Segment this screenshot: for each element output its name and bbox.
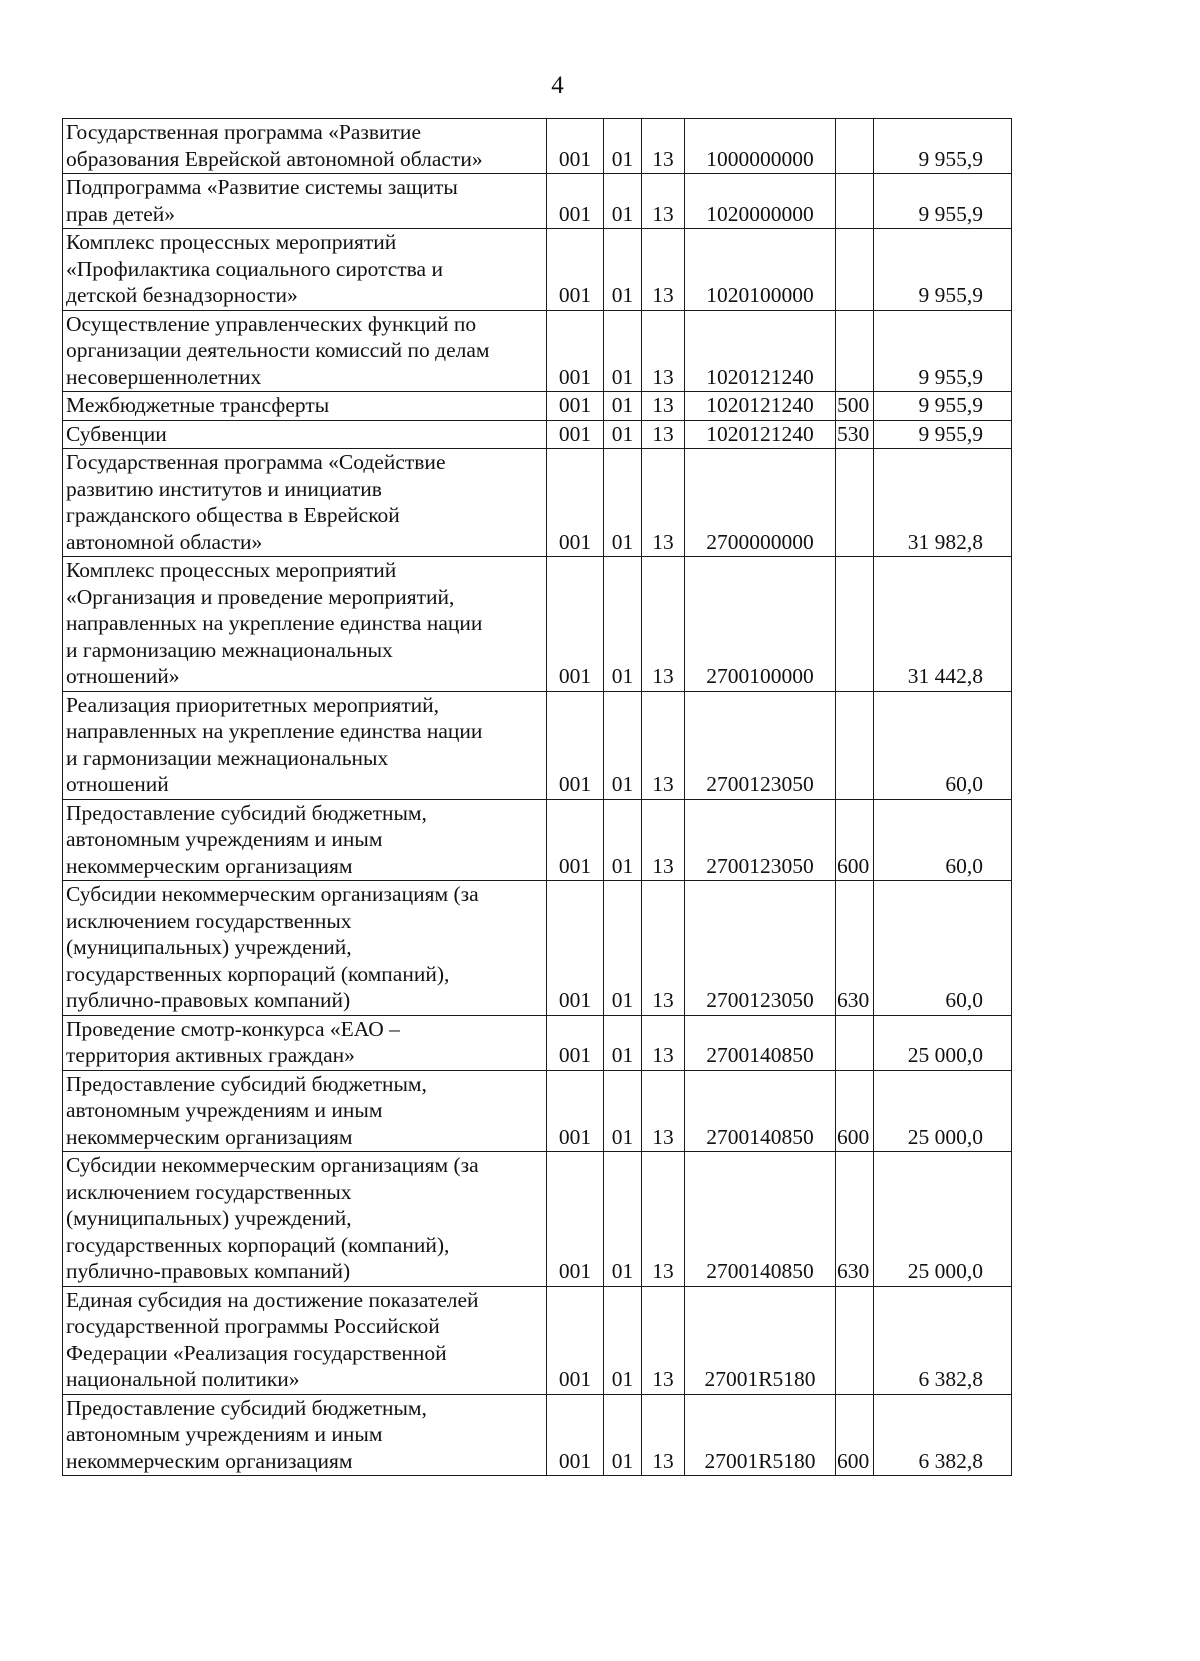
expense-type-code: 630	[836, 881, 874, 1016]
expense-type-code	[836, 310, 874, 392]
section-code: 01	[604, 691, 642, 799]
item-name: Подпрограмма «Развитие системы защиты прав детей»	[63, 174, 547, 229]
section-code: 01	[604, 1152, 642, 1287]
expense-type-code	[836, 1015, 874, 1070]
target-article-code: 2700100000	[685, 557, 836, 692]
section-code: 01	[604, 881, 642, 1016]
expense-type-code: 500	[836, 392, 874, 421]
department-code: 001	[547, 1070, 604, 1152]
item-name: Предоставление субсидий бюджетным, автономным учреждениям и иным некоммерческим организациям	[63, 1394, 547, 1476]
target-article-code: 27001R5180	[685, 1394, 836, 1476]
department-code: 001	[547, 799, 604, 881]
table-row	[63, 449, 1012, 557]
department-code: 001	[547, 881, 604, 1016]
target-article-code: 1020121240	[685, 420, 836, 449]
amount: 31 442,8	[874, 557, 1012, 692]
amount: 60,0	[874, 691, 1012, 799]
table-row	[63, 1070, 1012, 1152]
expense-type-code	[836, 449, 874, 557]
subsection-code: 13	[642, 1286, 685, 1394]
target-article-code: 2700140850	[685, 1070, 836, 1152]
department-code: 001	[547, 174, 604, 229]
subsection-code: 13	[642, 174, 685, 229]
department-code: 001	[547, 557, 604, 692]
table-row	[63, 229, 1012, 311]
target-article-code: 1020121240	[685, 310, 836, 392]
amount: 9 955,9	[874, 420, 1012, 449]
target-article-code: 2700123050	[685, 881, 836, 1016]
section-code: 01	[604, 1286, 642, 1394]
item-name: Предоставление субсидий бюджетным, автономным учреждениям и иным некоммерческим организациям	[63, 799, 547, 881]
subsection-code: 13	[642, 1152, 685, 1287]
section-code: 01	[604, 310, 642, 392]
expense-type-code: 630	[836, 1152, 874, 1287]
section-code: 01	[604, 449, 642, 557]
amount: 6 382,8	[874, 1394, 1012, 1476]
department-code: 001	[547, 449, 604, 557]
section-code: 01	[604, 229, 642, 311]
target-article-code: 2700000000	[685, 449, 836, 557]
table-row	[63, 310, 1012, 392]
target-article-code: 2700140850	[685, 1015, 836, 1070]
item-name: Государственная программа «Развитие образования Еврейской автономной области»	[63, 119, 547, 174]
table-row	[63, 1286, 1012, 1394]
table-row	[63, 691, 1012, 799]
section-code: 01	[604, 1070, 642, 1152]
item-name: Государственная программа «Содействие развитию институтов и инициатив гражданского общества в Еврейской автономной области»	[63, 449, 547, 557]
expense-type-code	[836, 557, 874, 692]
table-row	[63, 557, 1012, 692]
department-code: 001	[547, 691, 604, 799]
amount: 6 382,8	[874, 1286, 1012, 1394]
expense-type-code: 600	[836, 1070, 874, 1152]
expense-type-code: 530	[836, 420, 874, 449]
item-name: Субсидии некоммерческим организациям (за исключением государственных (муниципальных) учреждений, государственных корпораций (компаний), публично-правовых компаний)	[63, 881, 547, 1016]
section-code: 01	[604, 119, 642, 174]
subsection-code: 13	[642, 449, 685, 557]
subsection-code: 13	[642, 691, 685, 799]
subsection-code: 13	[642, 881, 685, 1016]
expense-type-code: 600	[836, 799, 874, 881]
amount: 9 955,9	[874, 174, 1012, 229]
target-article-code: 2700140850	[685, 1152, 836, 1287]
expense-type-code	[836, 174, 874, 229]
amount: 9 955,9	[874, 229, 1012, 311]
budget-table-body	[63, 119, 1012, 1476]
subsection-code: 13	[642, 557, 685, 692]
item-name: Предоставление субсидий бюджетным, автономным учреждениям и иным некоммерческим организациям	[63, 1070, 547, 1152]
amount: 60,0	[874, 881, 1012, 1016]
section-code: 01	[604, 1015, 642, 1070]
department-code: 001	[547, 420, 604, 449]
table-row	[63, 1015, 1012, 1070]
table-row	[63, 1152, 1012, 1287]
subsection-code: 13	[642, 1070, 685, 1152]
item-name: Реализация приоритетных мероприятий, направленных на укрепление единства нации и гармонизации межнациональных отношений	[63, 691, 547, 799]
item-name: Комплекс процессных мероприятий «Профилактика социального сиротства и детской безнадзорности»	[63, 229, 547, 311]
budget-table	[62, 118, 1012, 1476]
amount: 25 000,0	[874, 1015, 1012, 1070]
page-number: 4	[551, 72, 564, 99]
department-code: 001	[547, 1286, 604, 1394]
expense-type-code	[836, 119, 874, 174]
table-row	[63, 119, 1012, 174]
subsection-code: 13	[642, 799, 685, 881]
expense-type-code	[836, 1286, 874, 1394]
section-code: 01	[604, 799, 642, 881]
table-row	[63, 799, 1012, 881]
subsection-code: 13	[642, 1015, 685, 1070]
section-code: 01	[604, 174, 642, 229]
section-code: 01	[604, 420, 642, 449]
amount: 31 982,8	[874, 449, 1012, 557]
subsection-code: 13	[642, 229, 685, 311]
department-code: 001	[547, 1152, 604, 1287]
expense-type-code	[836, 691, 874, 799]
target-article-code: 2700123050	[685, 799, 836, 881]
section-code: 01	[604, 1394, 642, 1476]
subsection-code: 13	[642, 420, 685, 449]
amount: 9 955,9	[874, 119, 1012, 174]
subsection-code: 13	[642, 119, 685, 174]
department-code: 001	[547, 310, 604, 392]
item-name: Субвенции	[63, 420, 547, 449]
amount: 9 955,9	[874, 392, 1012, 421]
table-row	[63, 881, 1012, 1016]
section-code: 01	[604, 392, 642, 421]
department-code: 001	[547, 1015, 604, 1070]
item-name: Проведение смотр-конкурса «ЕАО – территория активных граждан»	[63, 1015, 547, 1070]
amount: 25 000,0	[874, 1070, 1012, 1152]
table-row	[63, 1394, 1012, 1476]
expense-type-code: 600	[836, 1394, 874, 1476]
department-code: 001	[547, 119, 604, 174]
target-article-code: 2700123050	[685, 691, 836, 799]
table-row	[63, 420, 1012, 449]
department-code: 001	[547, 392, 604, 421]
item-name: Единая субсидия на достижение показателей государственной программы Российской Федерации «Реализация государственной национальной политики»	[63, 1286, 547, 1394]
subsection-code: 13	[642, 310, 685, 392]
target-article-code: 27001R5180	[685, 1286, 836, 1394]
table-row	[63, 392, 1012, 421]
amount: 25 000,0	[874, 1152, 1012, 1287]
item-name: Комплекс процессных мероприятий «Организация и проведение мероприятий, направленных на укрепление единства нации и гармонизацию межнациональных отношений»	[63, 557, 547, 692]
table-row	[63, 174, 1012, 229]
subsection-code: 13	[642, 392, 685, 421]
target-article-code: 1000000000	[685, 119, 836, 174]
amount: 60,0	[874, 799, 1012, 881]
target-article-code: 1020100000	[685, 229, 836, 311]
section-code: 01	[604, 557, 642, 692]
amount: 9 955,9	[874, 310, 1012, 392]
target-article-code: 1020000000	[685, 174, 836, 229]
item-name: Субсидии некоммерческим организациям (за исключением государственных (муниципальных) учреждений, государственных корпораций (компаний), публично-правовых компаний)	[63, 1152, 547, 1287]
department-code: 001	[547, 1394, 604, 1476]
target-article-code: 1020121240	[685, 392, 836, 421]
expense-type-code	[836, 229, 874, 311]
item-name: Межбюджетные трансферты	[63, 392, 547, 421]
subsection-code: 13	[642, 1394, 685, 1476]
department-code: 001	[547, 229, 604, 311]
item-name: Осуществление управленческих функций по организации деятельности комиссий по делам несовершеннолетних	[63, 310, 547, 392]
